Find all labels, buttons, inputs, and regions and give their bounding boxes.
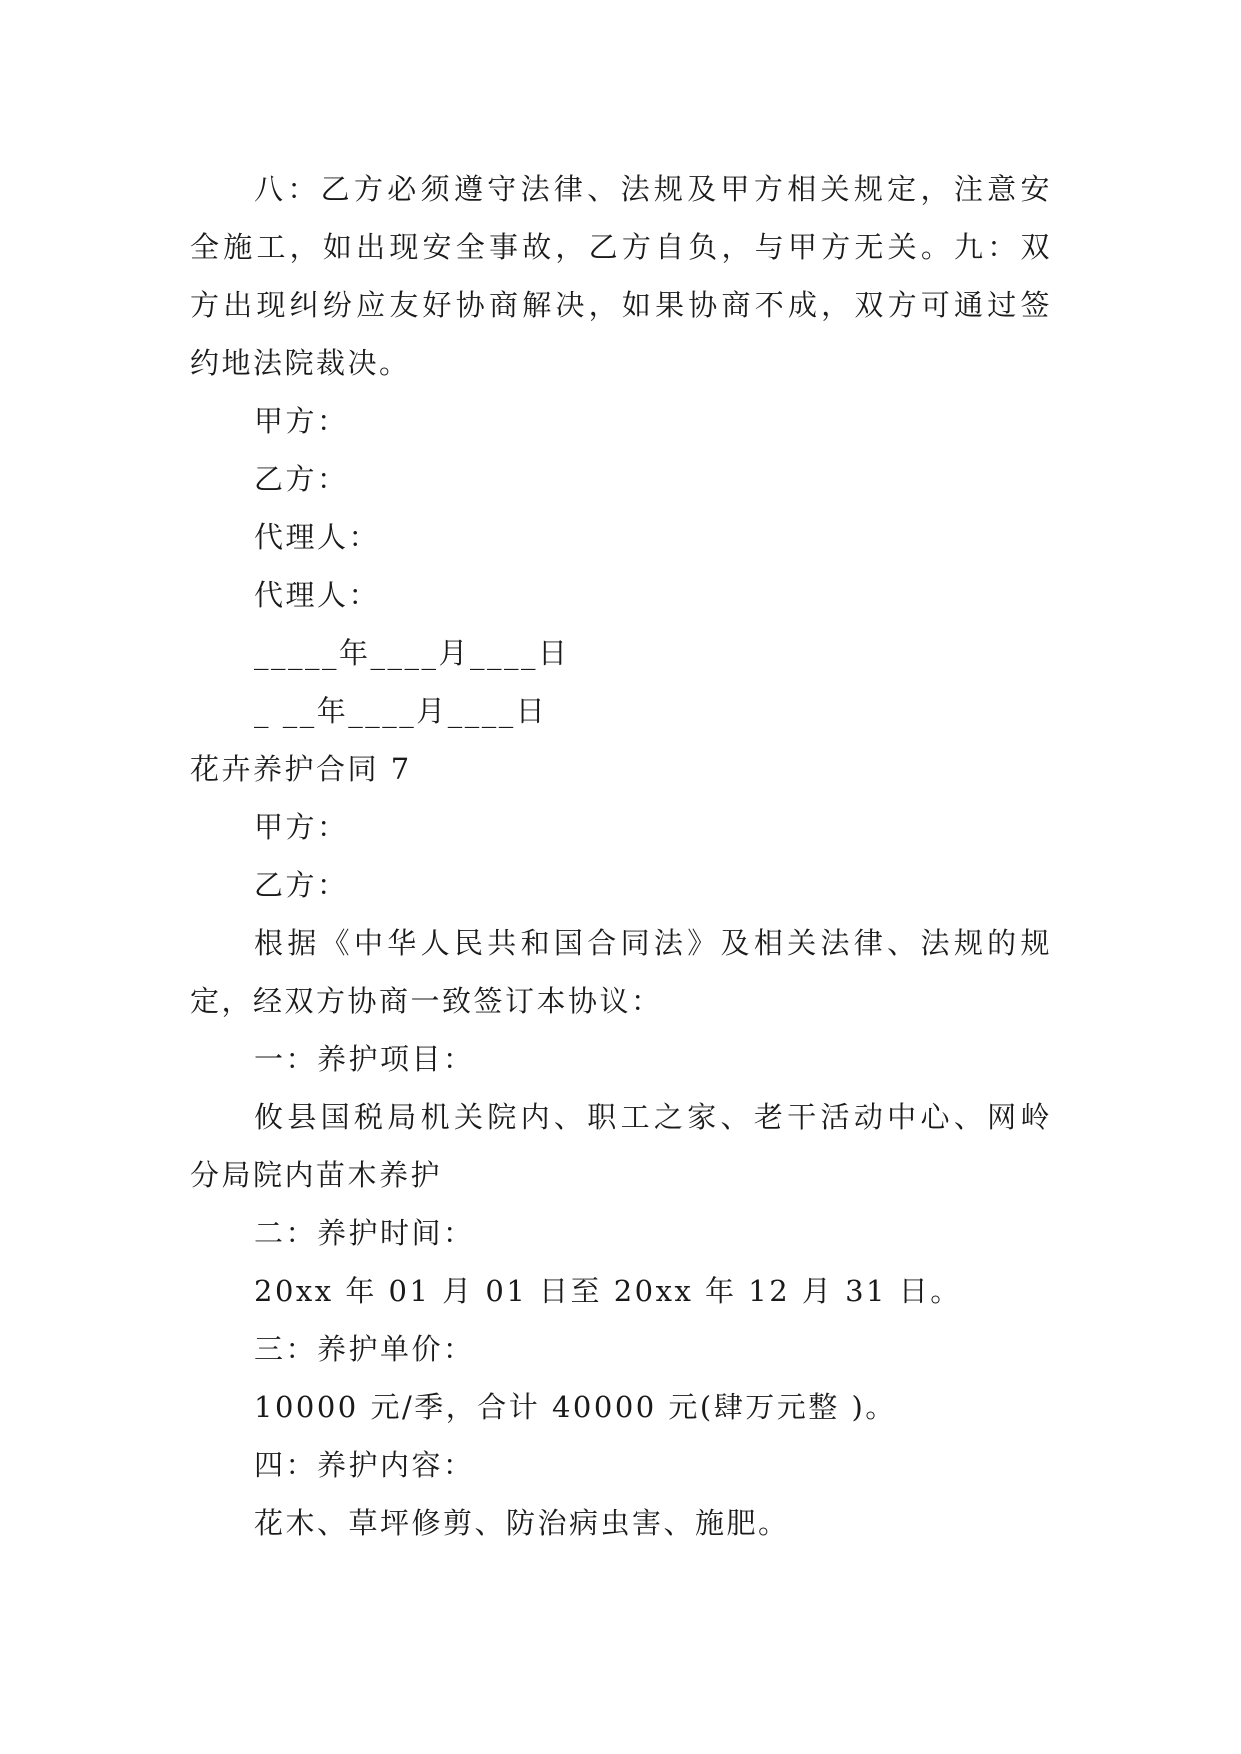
text-line: 分局院内苗木养护	[190, 1158, 443, 1192]
text-line: 20xx 年 01 月 01 日至 20xx 年 12 月 31 日。	[254, 1274, 962, 1308]
text-line: 一：养护项目：	[254, 1042, 475, 1076]
text-line: 甲方：	[254, 404, 349, 438]
text-line: 甲方：	[254, 810, 349, 844]
text-line: 乙方：	[254, 462, 349, 496]
text-line: 定，经双方协商一致签订本协议：	[190, 984, 663, 1018]
text-line: 攸县国税局机关院内、职工之家、老干活动中心、网岭	[254, 1100, 1052, 1134]
text-line: 花木、草坪修剪、防治病虫害、施肥。	[254, 1506, 790, 1540]
text-line: 代理人：	[254, 578, 381, 612]
text-line: _____年____月____日	[254, 636, 570, 670]
document-body	[190, 160, 1052, 1552]
text-line: 全施工，如出现安全事故，乙方自负，与甲方无关。九：双	[190, 230, 1052, 264]
text-line: 乙方：	[254, 868, 349, 902]
text-line: 四：养护内容：	[254, 1448, 475, 1482]
text-line: 三：养护单价：	[254, 1332, 475, 1366]
text-line: 二：养护时间：	[254, 1216, 475, 1250]
text-line: 花卉养护合同 7	[190, 752, 412, 786]
text-line: 八：乙方必须遵守法律、法规及甲方相关规定，注意安	[254, 172, 1052, 206]
text-line: 约地法院裁决。	[190, 346, 411, 380]
text-line: 方出现纠纷应友好协商解决，如果协商不成，双方可通过签	[190, 288, 1052, 322]
text-line: 10000 元/季，合计 40000 元(肆万元整 )。	[254, 1390, 897, 1424]
text-line: _ __年____月____日	[254, 694, 548, 728]
text-line: 根据《中华人民共和国合同法》及相关法律、法规的规	[254, 926, 1052, 960]
text-line: 代理人：	[254, 520, 381, 554]
